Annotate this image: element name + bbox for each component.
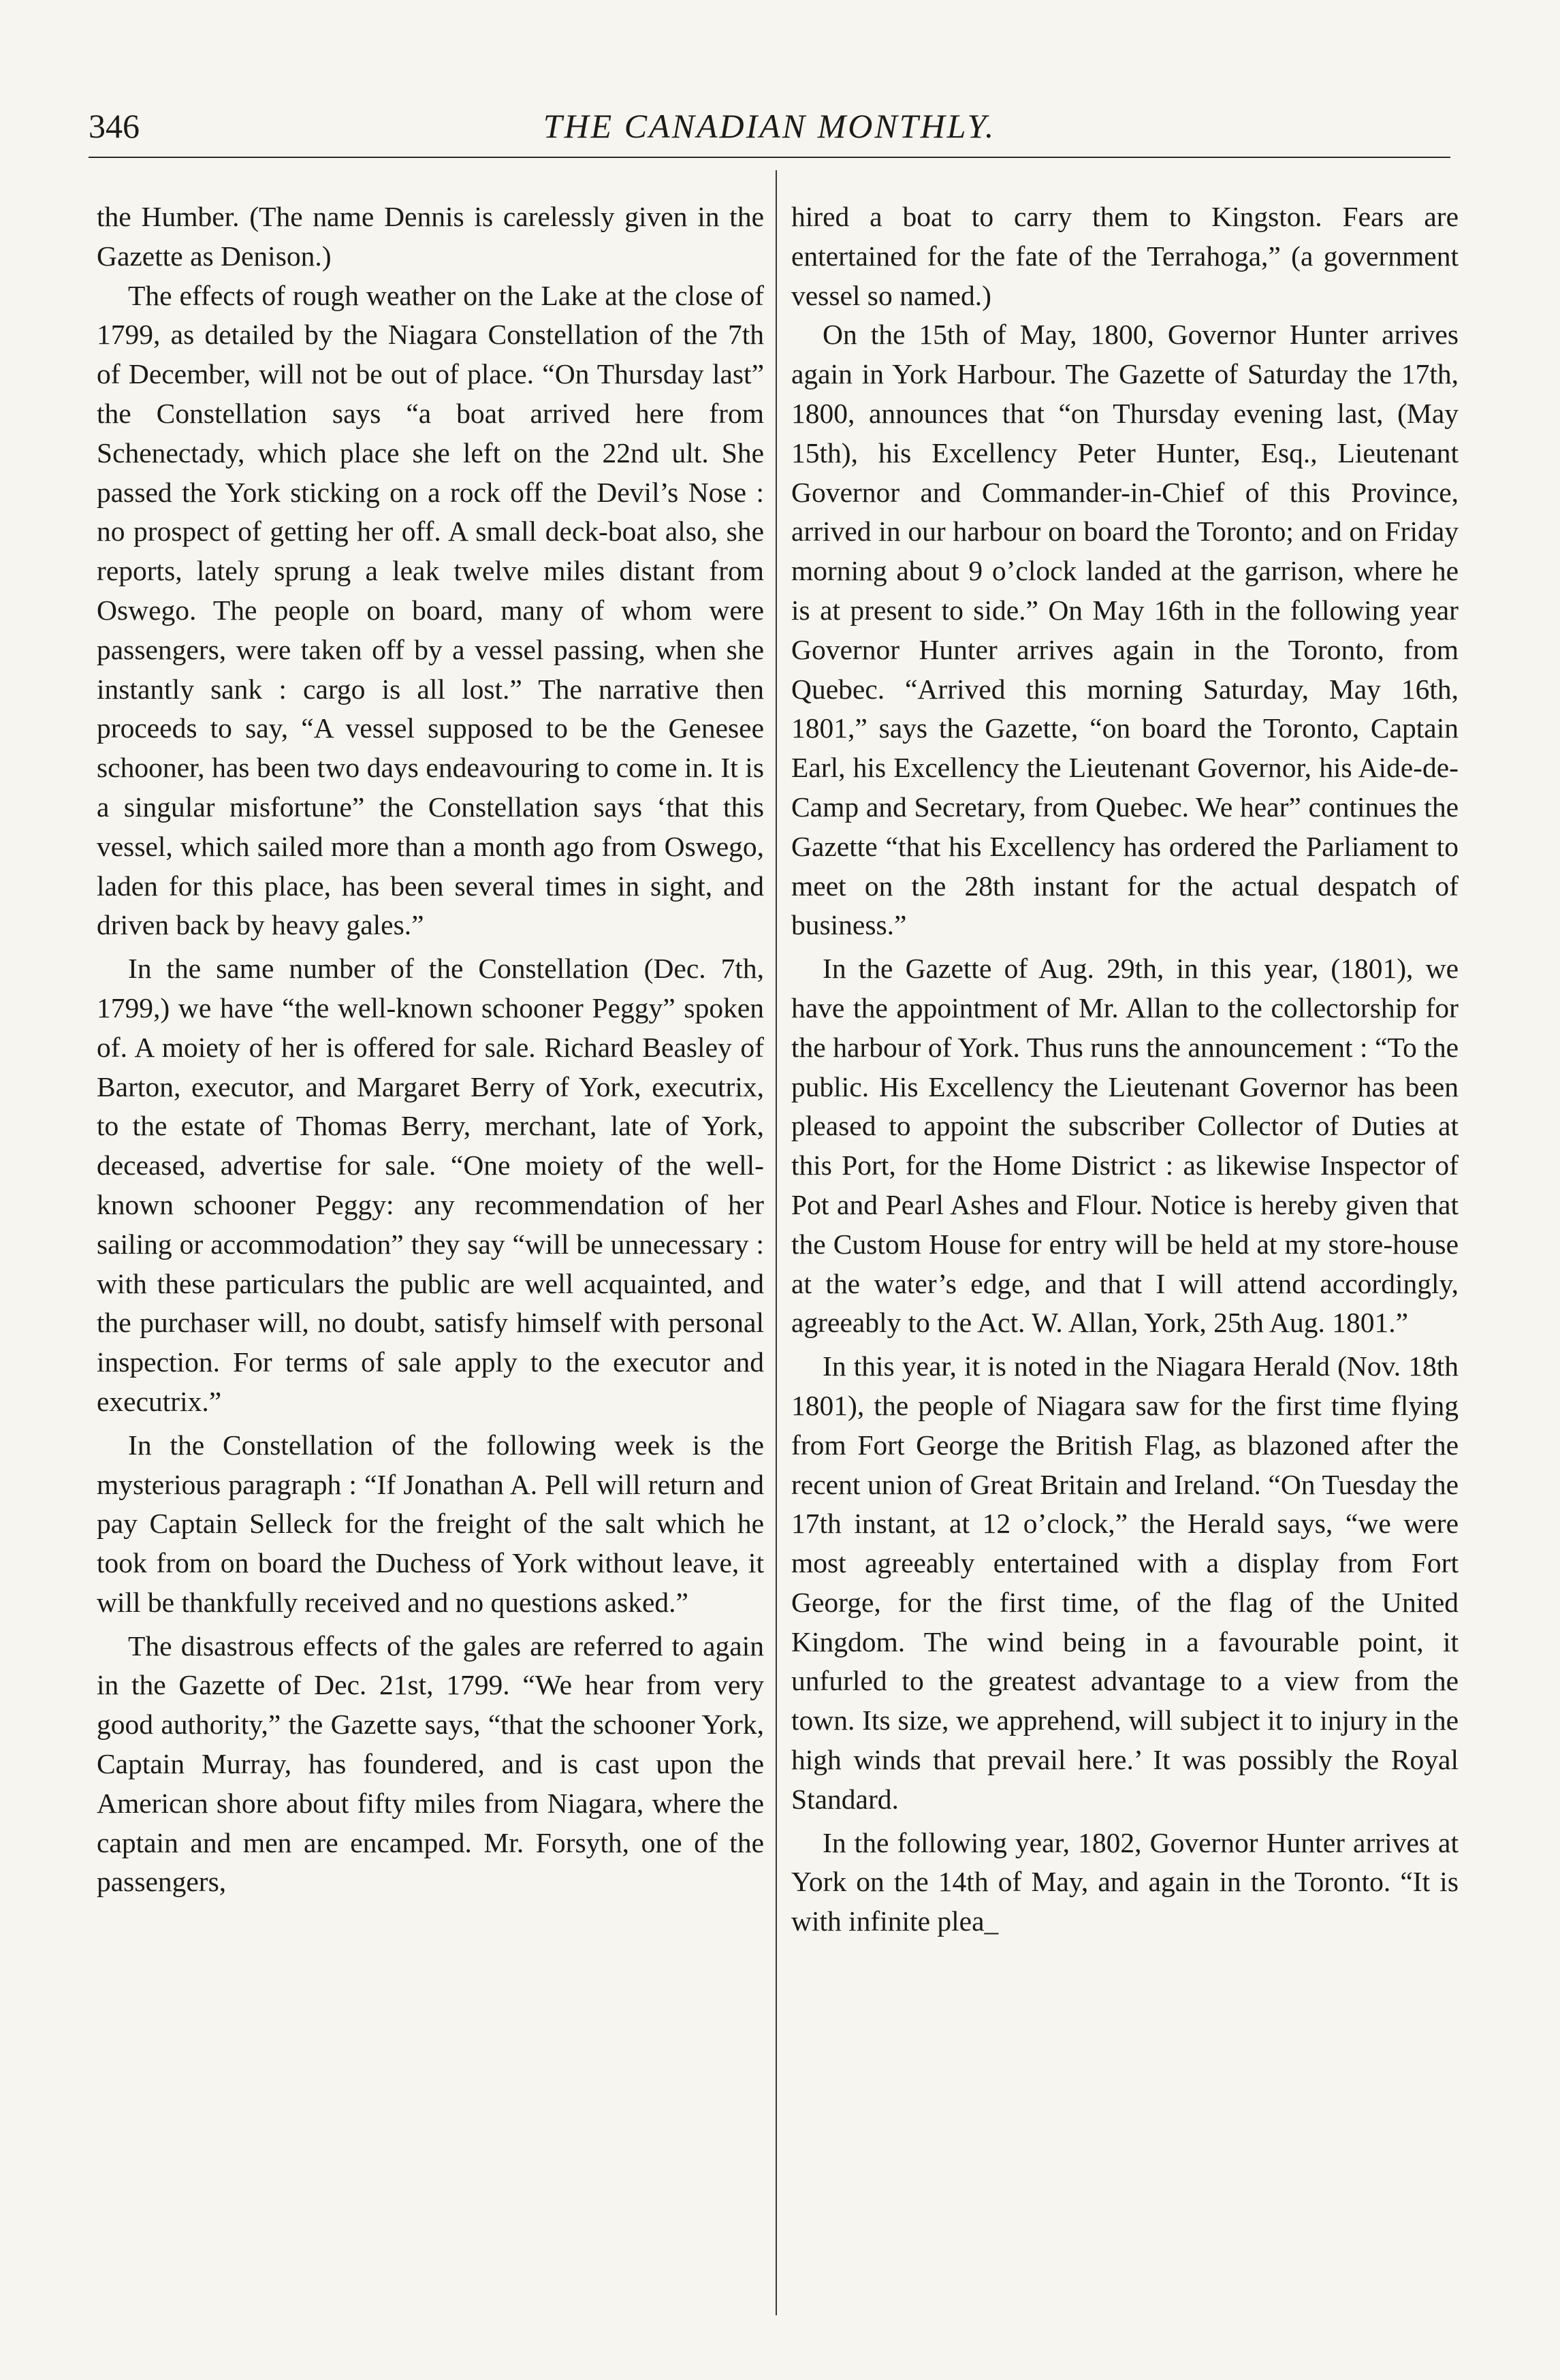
left-column (97, 197, 764, 1902)
right-column (791, 197, 1459, 1941)
paragraph: In the following year, 1802, Governor Hunter arrives at York on the 14th of May, and again in the Toronto. “It is with infinite plea_ (791, 1826, 1459, 1937)
page-header (89, 99, 1450, 153)
paragraph: In the Constellation of the following week is the mysterious paragraph : “If Jonathan A. Pell will return and pay Captain Selleck for the freight of the salt which he took from on board the Duchess of York without leave, it will be thankfully received and no questions asked.” (97, 1429, 764, 1618)
paragraph: The effects of rough weather on the Lake at the close of 1799, as detailed by the Niagara Constellation of the 7th of December, will not be out of place. “On Thursday last” the Constellation says “a boat arrived here from Schenectady, which place she left on the 22nd ult. She passed the York sticking on a rock off the Devil’s Nose : no prospect of getting her off. A small deck-boat also, she reports, lately sprung a leak twelve miles distant from Oswego. The people on board, many of whom were passengers, were taken off by a vessel passing, when she instantly sank : cargo is all lost.” The narrative then proceeds to say, “A vessel supposed to be the Genesee schooner, has been two days endeavouring to come in. It is a singular misfortune” the Constellation says ‘that this vessel, which sailed more than a month ago from Oswego, laden for this place, has been several times in sight, and driven back by heavy gales.” (97, 279, 764, 941)
running-title: THE CANADIAN MONTHLY. (543, 107, 996, 145)
paragraph: In the Gazette of Aug. 29th, in this year, (1801), we have the appointment of Mr. Allan to the collectorship for the harbour of York. Thus runs the announcement : “To the public. His Excellency the Lieutenant Governor has been pleased to appoint the subscriber Collector of Duties at this Port, for the Home District : as likewise Inspector of Pot and Pearl Ashes and Flour. Notice is hereby given that the Custom House for entry will be held at my store-house at the water’s edge, and that I will attend accordingly, agreeably to the Act. W. Allan, York, 25th Aug. 1801.” (791, 953, 1459, 1339)
paragraph: In the same number of the Constellation (Dec. 7th, 1799,) we have “the well-known schooner Peggy” spoken of. A moiety of her is offered for sale. Richard Beasley of Barton, executor, and Margaret Berry of York, executrix, to the estate of Thomas Berry, merchant, late of York, deceased, advertise for sale. “One moiety of the well-known schooner Peggy: any recommendation of her sailing or accommodation” they say “will be unnecessary : with these particulars the public are well acquainted, and the purchaser will, no doubt, satisfy himself with personal inspection. For terms of sale apply to the executor and executrix.” (97, 953, 764, 1417)
paragraph: On the 15th of May, 1800, Governor Hunter arrives again in York Harbour. The Gazette of Saturday the 17th, 1800, announces that “on Thursday evening last, (May 15th), his Excellency Peter Hunter, Esq., Lieutenant Governor and Commander-in-Chief of this Province, arrived in our harbour on board the Toronto; and on Friday morning about 9 o’clock landed at the garrison, where he is at present to side.” On May 16th in the following year Governor Hunter arrives again in the Toronto, from Quebec. “Arrived this morning Saturday, May 16th, 1801,” says the Gazette, “on board the Toronto, Captain Earl, his Excellency the Lieutenant Governor, his Aide-de-Camp and Secretary, from Quebec. We hear” continues the Gazette “that his Excellency has ordered the Parliament to meet on the 28th instant for the actual despatch of business.” (791, 319, 1459, 941)
paragraph: The disastrous effects of the gales are referred to again in the Gazette of Dec. 21st, 1799. “We hear from very good authority,” the Gazette says, “that the schooner York, Captain Murray, has foundered, and is cast upon the American shore about fifty miles from Niagara, where the captain and men are encamped. Mr. Forsyth, one of the passengers, (97, 1630, 764, 1898)
page-number: 346 (89, 107, 140, 145)
paragraph: the Humber. (The name Dennis is carelessly given in the Gazette as Denison.) (97, 201, 764, 272)
paragraph: hired a boat to carry them to Kingston. Fears are entertained for the fate of the Terrahoga,” (a government vessel so named.) (791, 201, 1459, 311)
header-rule (89, 157, 1450, 158)
column-divider (776, 170, 777, 2315)
paragraph: In this year, it is noted in the Niagara Herald (Nov. 18th 1801), the people of Niagara saw for the first time flying from Fort George the British Flag, as blazoned after the recent union of Great Britain and Ireland. “On Tuesday the 17th instant, at 12 o’clock,” the Herald says, “we were most agreeably entertained with a display from Fort George, for the first time, of the flag of the United Kingdom. The wind being in a favourable point, it unfurled to the greatest advantage to a view from the town. Its size, we apprehend, will subject it to injury in the high winds that prevail here.’ It was possibly the Royal Standard. (791, 1350, 1459, 1815)
